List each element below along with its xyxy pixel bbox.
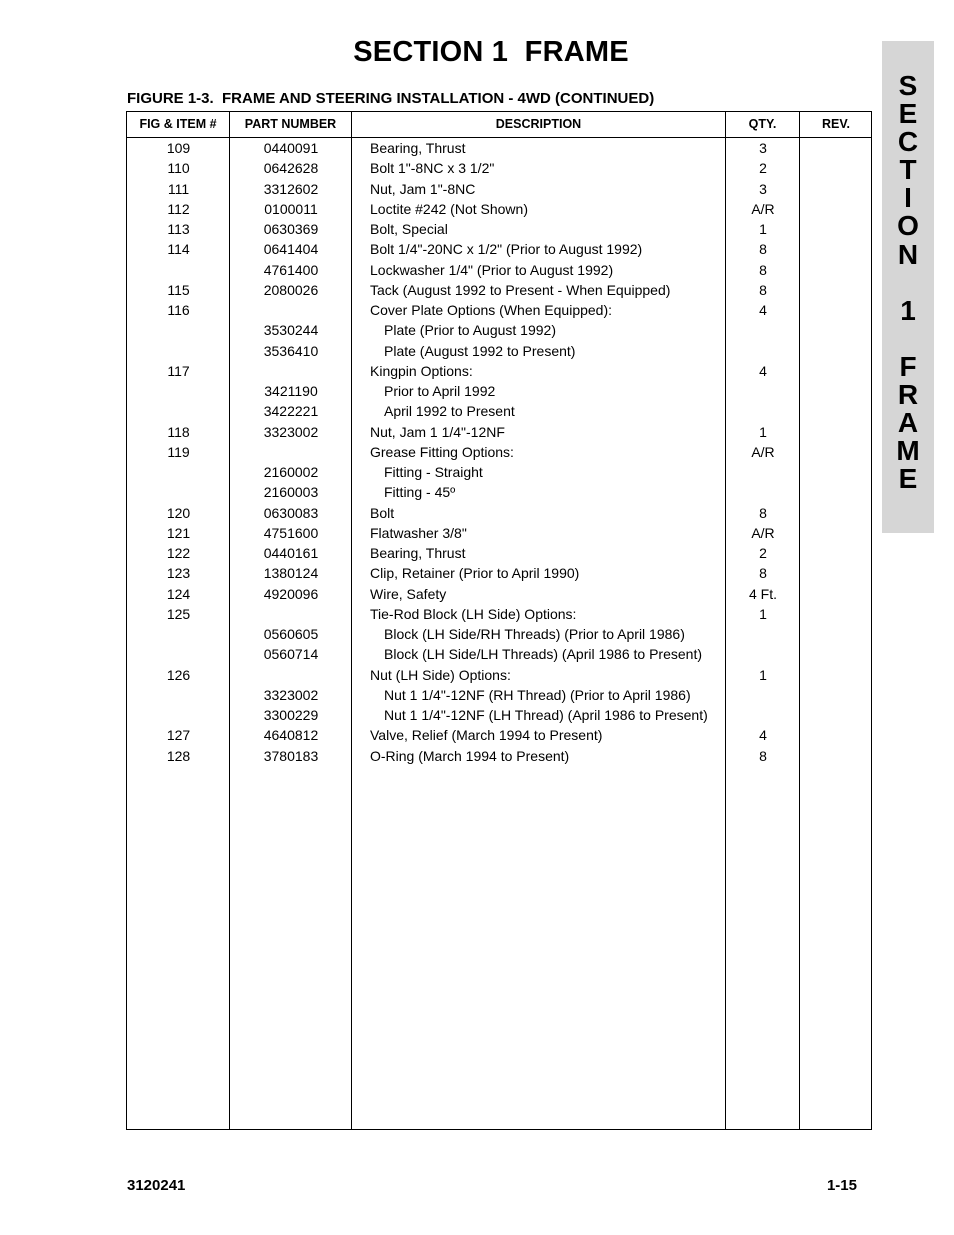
part-number: 0440091: [263, 140, 319, 156]
table-row: [127, 158, 871, 178]
table-row: [127, 199, 871, 219]
quantity: 8: [759, 261, 767, 278]
item-number: 120: [166, 504, 191, 521]
table-row: [127, 239, 871, 259]
item-number: 122: [166, 545, 191, 561]
item-number: 123: [166, 565, 191, 582]
table-row: [127, 320, 871, 340]
item-number: 111: [167, 180, 190, 197]
part-number: 2160002: [263, 464, 319, 480]
description: Valve, Relief (March 1994 to Present): [370, 727, 603, 744]
part-number: 3780183: [263, 747, 319, 764]
description: Nut 1 1/4"-12NF (LH Thread) (April 1986 to Present): [384, 707, 708, 723]
item-number: 113: [167, 221, 190, 237]
quantity: 1: [759, 666, 767, 683]
part-number: 3300229: [263, 707, 319, 723]
description: Bearing, Thrust: [370, 140, 466, 156]
description: Block (LH Side/RH Threads) (Prior to April 1986): [384, 626, 685, 642]
part-number: 0440161: [263, 545, 319, 561]
table-row: [127, 563, 871, 583]
quantity: 8: [759, 504, 767, 521]
description: Plate (Prior to August 1992): [384, 322, 556, 339]
figure-title: FIGURE 1-3. FRAME AND STEERING INSTALLATION - 4WD (CONTINUED): [127, 90, 655, 107]
header-rev: REV.: [821, 117, 851, 131]
table-row: [127, 300, 871, 320]
description: Bolt 1/4"-20NC x 1/2" (Prior to August 1992): [370, 241, 643, 258]
quantity: 4 Ft.: [748, 585, 777, 602]
item-number: 125: [166, 605, 191, 622]
side-tab-letter: T: [899, 154, 917, 186]
quantity: 4: [759, 362, 767, 379]
parts-table: [126, 111, 872, 1130]
description: Prior to April 1992: [384, 383, 496, 399]
item-number: 112: [167, 200, 190, 217]
header-description: DESCRIPTION: [495, 117, 582, 131]
part-number: 4640812: [263, 727, 319, 744]
quantity: 8: [759, 565, 767, 582]
description: Nut, Jam 1 1/4"-12NF: [370, 423, 505, 440]
table-row: [127, 280, 871, 300]
quantity: A/R: [751, 524, 775, 541]
part-number: 1380124: [263, 565, 319, 582]
quantity: 8: [759, 747, 767, 764]
table-row: [127, 260, 871, 280]
document-number: 3120241: [127, 1177, 186, 1194]
table-row: [127, 462, 871, 482]
item-number: 119: [167, 443, 190, 460]
side-tab-letter: N: [897, 238, 919, 270]
quantity: A/R: [751, 443, 775, 460]
quantity: A/R: [751, 200, 775, 217]
quantity: 1: [759, 221, 767, 237]
description: Nut, Jam 1"-8NC: [370, 180, 476, 197]
part-number: 3530244: [263, 322, 319, 339]
part-number: 0560605: [263, 626, 319, 642]
side-tab-letter: C: [897, 126, 919, 158]
parts-list: [127, 138, 871, 766]
description: Bolt, Special: [370, 221, 448, 237]
table-row: [127, 179, 871, 199]
quantity: 1: [759, 423, 767, 440]
description: Fitting - Straight: [384, 464, 483, 480]
table-row: [127, 381, 871, 401]
description: April 1992 to Present: [384, 403, 515, 420]
table-row: [127, 422, 871, 442]
table-row: [127, 725, 871, 745]
header-qty: QTY.: [748, 117, 777, 131]
part-number: 3323002: [263, 686, 319, 703]
quantity: 4: [759, 302, 767, 318]
table-row: [127, 746, 871, 766]
description: Clip, Retainer (Prior to April 1990): [370, 565, 580, 582]
item-number: 110: [167, 160, 190, 177]
table-row: [127, 604, 871, 624]
item-number: 114: [167, 241, 190, 258]
side-tab-letter: I: [904, 182, 912, 214]
part-number: 3323002: [263, 423, 319, 440]
side-tab-letters: [882, 72, 934, 493]
description: Tie-Rod Block (LH Side) Options:: [370, 605, 577, 622]
part-number: 3422221: [263, 403, 319, 420]
table-row: [127, 705, 871, 725]
item-number: 121: [166, 524, 191, 541]
side-tab-letter: A: [897, 407, 919, 439]
item-number: 118: [167, 423, 190, 440]
part-number: 0641404: [263, 241, 319, 258]
description: Kingpin Options:: [370, 362, 473, 379]
side-tab-letter: R: [897, 379, 919, 411]
side-tab-letter: [882, 269, 934, 297]
description: Grease Fitting Options:: [370, 443, 514, 460]
table-row: [127, 543, 871, 563]
description: Cover Plate Options (When Equipped):: [370, 302, 613, 318]
side-tab-letter: E: [898, 98, 918, 130]
part-number: 4751600: [263, 524, 319, 541]
part-number: 3421190: [264, 383, 318, 399]
part-number: 0630083: [263, 504, 319, 521]
side-tab-letter: M: [896, 435, 920, 467]
side-tab-letter: 1: [900, 294, 916, 326]
item-number: 124: [166, 585, 191, 602]
table-row: [127, 442, 871, 462]
quantity: 8: [759, 281, 767, 298]
table-row: [127, 685, 871, 705]
part-number: 3312602: [263, 180, 319, 197]
side-tab-letter: S: [898, 70, 918, 101]
part-number: 2160003: [263, 484, 319, 501]
side-tab-letter: F: [899, 350, 917, 382]
quantity: 1: [759, 605, 767, 622]
table-row: [127, 482, 871, 502]
part-number: 3536410: [263, 342, 319, 359]
header-item: FIG & ITEM #: [139, 117, 217, 131]
description: O-Ring (March 1994 to Present): [370, 747, 570, 764]
table-row: [127, 341, 871, 361]
description: Tack (August 1992 to Present - When Equipped): [370, 281, 671, 298]
page-number: 1-15: [826, 1177, 857, 1194]
section-side-tab: [882, 41, 934, 533]
table-row: [127, 219, 871, 239]
table-row: [127, 624, 871, 644]
description: Plate (August 1992 to Present): [384, 342, 576, 359]
part-number: 0560714: [263, 646, 319, 663]
part-number: 4920096: [263, 585, 319, 602]
table-row: [127, 138, 871, 158]
part-number: 4761400: [263, 261, 319, 278]
description: Fitting - 45º: [384, 484, 456, 501]
side-tab-letter: E: [898, 463, 918, 495]
table-row: [127, 401, 871, 421]
quantity: 2: [759, 160, 767, 177]
quantity: 2: [759, 545, 767, 561]
description: Lockwasher 1/4" (Prior to August 1992): [370, 261, 614, 278]
description: Loctite #242 (Not Shown): [370, 200, 528, 217]
item-number: 116: [167, 302, 190, 318]
header-part-number: PART NUMBER: [244, 117, 337, 131]
side-tab-letter: [882, 325, 934, 353]
quantity: 3: [759, 140, 767, 156]
description: Nut 1 1/4"-12NF (RH Thread) (Prior to April 1986): [384, 686, 691, 703]
quantity: 3: [759, 180, 767, 197]
page-title: SECTION 1 FRAME: [353, 36, 629, 68]
part-number: 2080026: [263, 281, 319, 298]
part-number: 0642628: [263, 160, 319, 177]
quantity: 8: [759, 241, 767, 258]
item-number: 127: [166, 727, 191, 744]
part-number: 0630369: [263, 221, 319, 237]
part-number: 0100011: [264, 200, 318, 217]
item-number: 115: [167, 281, 190, 298]
description: Nut (LH Side) Options:: [370, 666, 511, 683]
table-row: [127, 665, 871, 685]
table-row: [127, 503, 871, 523]
side-tab-letter: O: [897, 210, 919, 242]
item-number: 126: [166, 666, 191, 683]
description: Bolt 1"-8NC x 3 1/2": [370, 160, 495, 177]
table-row: [127, 584, 871, 604]
description: Block (LH Side/LH Threads) (April 1986 to Present): [384, 646, 702, 663]
table-row: [127, 644, 871, 664]
description: Wire, Safety: [370, 585, 447, 602]
description: Flatwasher 3/8": [370, 524, 467, 541]
item-number: 128: [166, 747, 191, 764]
table-row: [127, 523, 871, 543]
description: Bearing, Thrust: [370, 545, 466, 561]
item-number: 117: [167, 362, 190, 379]
table-row: [127, 361, 871, 381]
item-number: 109: [166, 140, 191, 156]
quantity: 4: [759, 727, 767, 744]
description: Bolt: [370, 504, 395, 521]
